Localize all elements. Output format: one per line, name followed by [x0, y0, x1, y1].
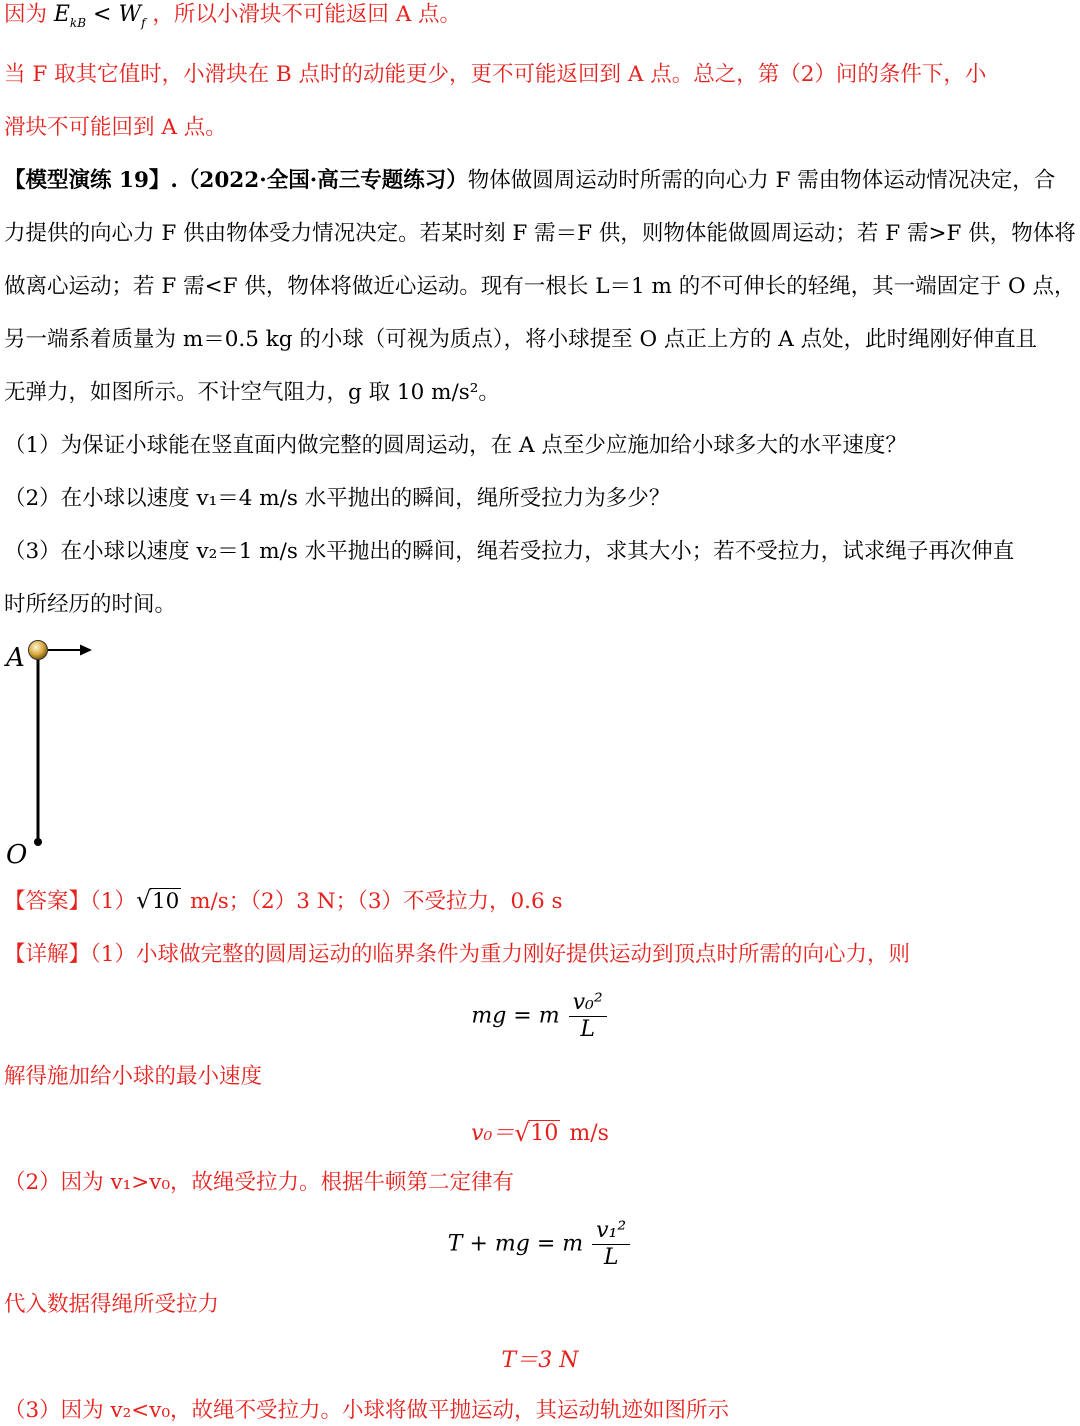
problem-source: .（2022·全国·高三专题练习） — [170, 168, 468, 193]
equation-1: mg = m $\frac{\text{v₀²}}{L}$ — [0, 990, 1080, 1043]
text-fragment: 物体做圆周运动时所需的向心力 F 需由物体运动情况决定，合 — [467, 168, 1056, 193]
solution-line-4: 代入数据得绳所受拉力 — [4, 1292, 220, 1317]
problem-line-1 — [4, 166, 1055, 196]
label-a: A — [6, 643, 25, 673]
problem-line-4: 另一端系着质量为 m＝0.5 kg 的小球（可视为质点），将小球提至 O 点正上方的 A 点处，此时绳刚好伸直且 — [4, 327, 1038, 352]
problem-line-2: 力提供的向心力 F 供由物体受力情况决定。若某时刻 F 需＝F 供，则物体能做圆周运动；若 F 需>F 供，物体将 — [4, 221, 1076, 246]
problem-label: 【模型演练 19】 — [4, 168, 171, 193]
equation-4: T＝3 N — [501, 1348, 579, 1373]
math-ekb: $E_{kB} < W_f$ — [53, 2, 146, 30]
pivot-point — [34, 838, 42, 846]
text-fragment: ，所以小滑块不可能返回 A 点。 — [152, 2, 462, 27]
sqrt-symbol: √ 10 — [136, 887, 181, 917]
solution-line-1: 【详解】（1）小球做完整的圆周运动的临界条件为重力刚好提供运动到顶点时所需的向心力，则 — [4, 942, 910, 967]
answer-line: 【答案】（1）√ 10 m/s；（2）3 N；（3）不受拉力，0.6 s — [4, 887, 563, 917]
label-o: O — [6, 840, 28, 870]
ball — [29, 641, 48, 660]
equation-3: T + mg = m $\frac{\text{v₁²}}{L}$ — [0, 1218, 1080, 1271]
arrow-head-icon — [80, 645, 92, 656]
problem-line-3: 做离心运动；若 F 需<F 供，物体将做近心运动。现有一根长 L＝1 m 的不可伸长的轻绳，其一端固定于 O 点， — [4, 274, 1076, 299]
text-line-2: 当 F 取其它值时，小滑块在 B 点时的动能更少，更不可能返回到 A 点。总之，第（2）问的条件下，小 — [4, 62, 987, 87]
equation-2: v₀＝√ 10 m/s — [0, 1116, 1080, 1147]
solution-label: 【详解】 — [4, 942, 91, 967]
question-2: （2）在小球以速度 v₁＝4 m/s 水平抛出的瞬间，绳所受拉力为多少？ — [4, 486, 671, 511]
question-3-line-2: 时所经历的时间。 — [4, 592, 177, 617]
text-fragment: 因为 — [4, 2, 48, 27]
solution-line-5: （3）因为 v₂<v₀，故绳不受拉力。小球将做平抛运动，其运动轨迹如图所示 — [4, 1398, 730, 1423]
solution-line-3: （2）因为 v₁>v₀，故绳受拉力。根据牛顿第二定律有 — [4, 1170, 515, 1195]
answer-label: 【答案】 — [4, 889, 91, 914]
text-line-1 — [4, 0, 461, 38]
question-1: （1）为保证小球能在竖直面内做完整的圆周运动，在 A 点至少应施加给小球多大的水平速度？ — [4, 433, 907, 458]
pendulum-figure — [0, 630, 110, 870]
solution-line-2: 解得施加给小球的最小速度 — [4, 1064, 263, 1089]
question-3-line-1: （3）在小球以速度 v₂＝1 m/s 水平抛出的瞬间，绳若受拉力，求其大小；若不受拉力，试求绳子再次伸直 — [4, 539, 1015, 564]
text-line-3: 滑块不可能回到 A 点。 — [4, 115, 227, 140]
sqrt-symbol: √ 10 — [514, 1121, 560, 1146]
problem-line-5: 无弹力，如图所示。不计空气阻力，g 取 10 m/s²。 — [4, 380, 500, 405]
